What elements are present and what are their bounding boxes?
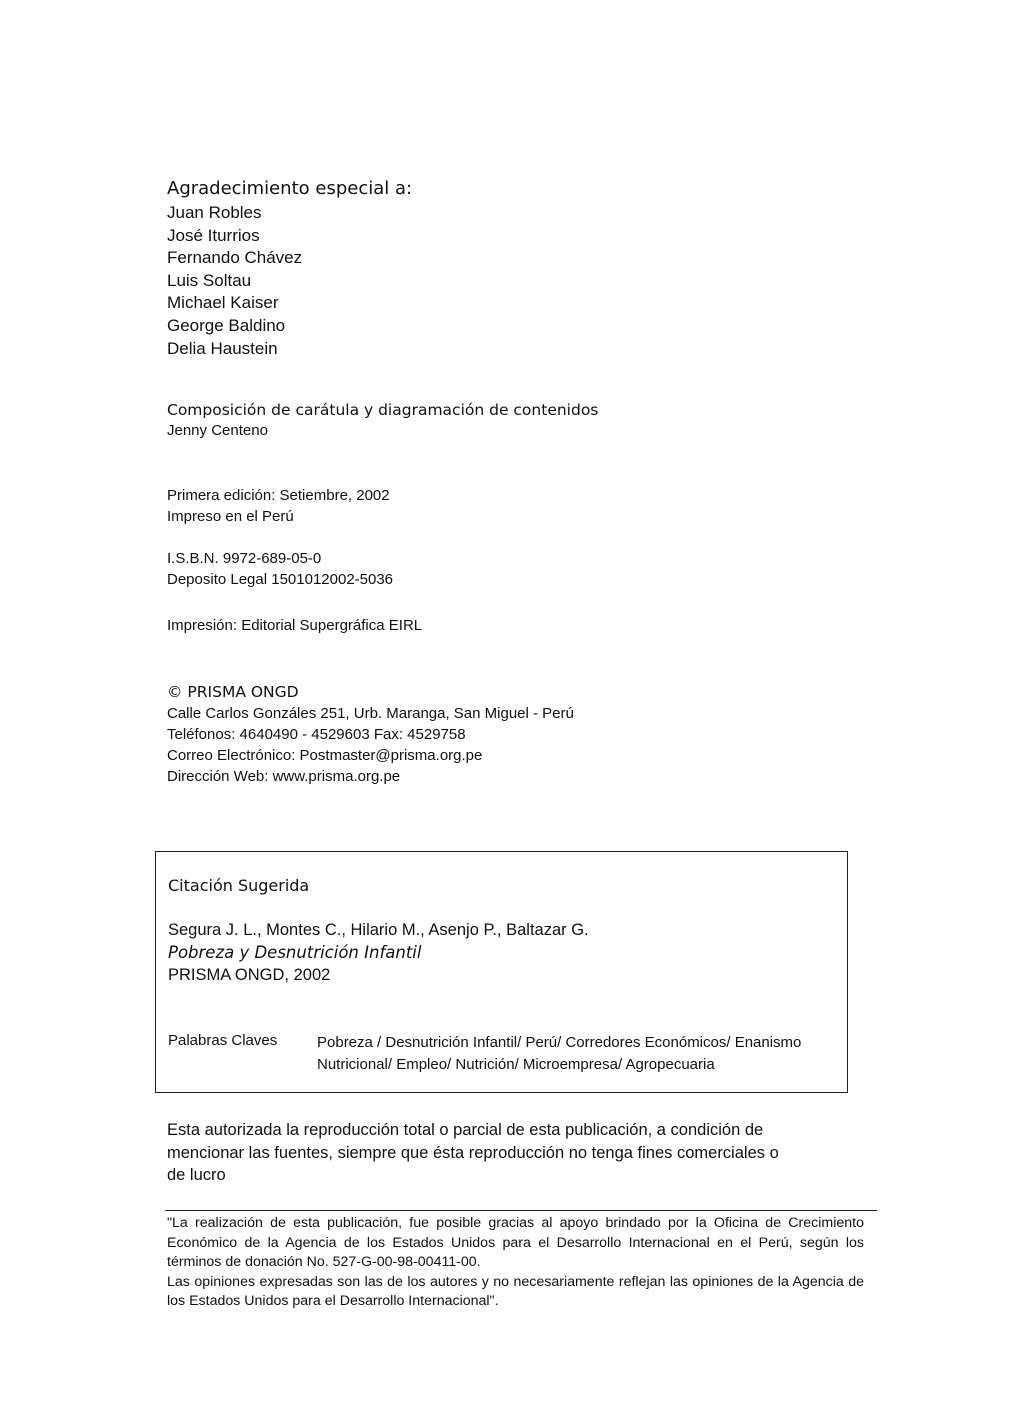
- keywords-label: Palabras Claves: [168, 1032, 278, 1049]
- keywords-line: Nutricional/ Empleo/ Nutrición/ Microempresa/ Agropecuaria: [317, 1055, 715, 1073]
- citation-work-title: Pobreza y Desnutrición Infantil: [168, 942, 422, 962]
- first-edition: Primera edición: Setiembre, 2002: [167, 487, 390, 504]
- isbn: I.S.B.N. 9972-689-05-0: [167, 550, 322, 567]
- citation-publisher: PRISMA ONGD, 2002: [168, 966, 331, 984]
- reproduction-line: de lucro: [167, 1166, 226, 1184]
- address: Calle Carlos Gonzáles 251, Urb. Maranga, San Miguel - Perú: [167, 705, 574, 722]
- keywords-line: Pobreza / Desnutrición Infantil/ Perú/ Corredores Económicos/ Enanismo: [317, 1034, 802, 1051]
- design-heading: Composición de carátula y diagramación de contenidos: [167, 401, 599, 419]
- acknowledgements-list: [167, 202, 302, 360]
- acknowledgement-name: Juan Robles: [167, 203, 262, 222]
- reproduction-notice: [167, 1119, 807, 1187]
- printing-info: [167, 615, 422, 636]
- reproduction-line: Esta autorizada la reproducción total o parcial de esta publicación, a condición de: [167, 1121, 764, 1139]
- reproduction-line: mencionar las fuentes, siempre que ésta reproducción no tenga fines comerciales o: [167, 1143, 779, 1162]
- legal-deposit: Deposito Legal 1501012002-5036: [167, 571, 394, 588]
- edition-info: [167, 485, 390, 527]
- acknowledgement-name: Fernando Chávez: [167, 248, 303, 268]
- email: Correo Electrónico: Postmaster@prisma.org.pe: [167, 747, 483, 764]
- citation-authors: Segura J. L., Montes C., Hilario M., Asenjo P., Baltazar G.: [168, 921, 589, 939]
- copyright-holder: © PRISMA ONGD: [167, 683, 299, 701]
- designer-name: Jenny Centeno: [167, 422, 268, 439]
- funding-note: [167, 1214, 864, 1312]
- citation-box: [155, 851, 848, 1093]
- phones: Teléfonos: 4640490 - 4529603 Fax: 4529758: [167, 726, 466, 743]
- acknowledgement-name: George Baldino: [167, 315, 286, 335]
- acknowledgement-name: Delia Haustein: [167, 338, 278, 358]
- printed-in: Impreso en el Perú: [167, 508, 294, 525]
- printing-company: Impresión: Editorial Supergráfica EIRL: [167, 617, 423, 634]
- website: Dirección Web: www.prisma.org.pe: [167, 768, 401, 785]
- design-credit: [167, 401, 598, 441]
- acknowledgement-name: Luis Soltau: [167, 270, 252, 290]
- isbn-info: [167, 548, 393, 590]
- keywords-list: [317, 1032, 837, 1075]
- acknowledgement-name: Michael Kaiser: [167, 293, 279, 313]
- disclaimer-paragraph: Las opiniones expresadas son las de los autores y no necesariamente reflejan las opiniones de la Agencia de los Estados Unidos para el Desarrollo Internacional".: [167, 1273, 864, 1310]
- funding-paragraph: "La realización de esta publicación, fue posible gracias al apoyo brindado por la Oficina de Crecimiento Económico de la Agencia de los Estados Unidos para el Desarrollo Internacional en el Perú, según los términos de donación No. 527-G-00-98-00411-00.: [167, 1215, 864, 1271]
- acknowledgements-heading: Agradecimiento especial a:: [167, 178, 413, 199]
- citation-title: Citación Sugerida: [168, 876, 310, 895]
- acknowledgement-name: José Iturrios: [167, 225, 260, 245]
- copyright-block: [167, 682, 574, 787]
- divider: [165, 1210, 877, 1211]
- citation-reference: [168, 919, 589, 987]
